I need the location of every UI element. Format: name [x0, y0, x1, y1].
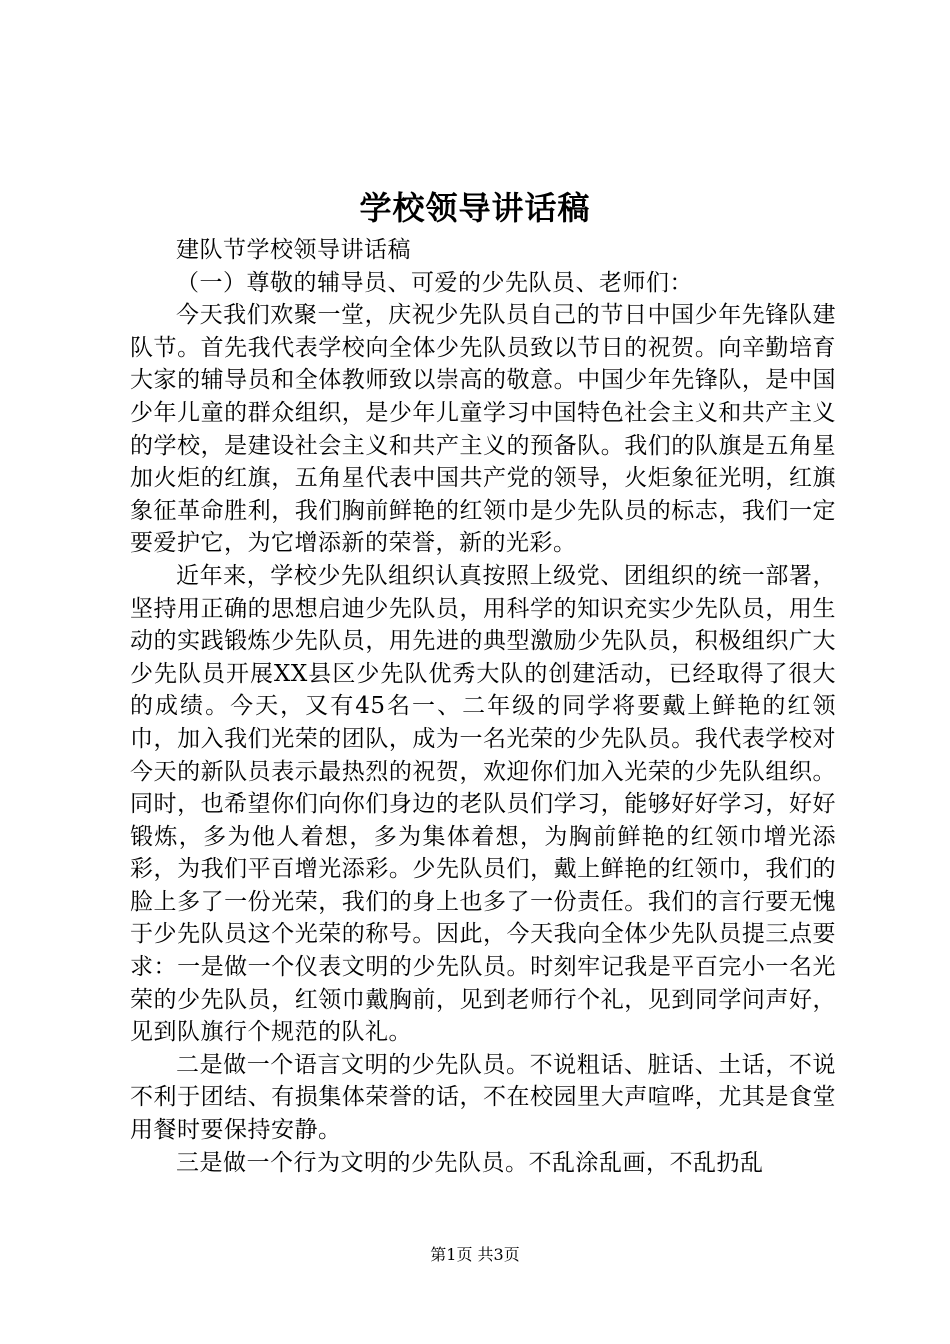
body-paragraph: 二是做一个语言文明的少先队员。不说粗话、脏话、土话，不说不利于团结、有损集体荣誉的话，不在校园里大声喧哗，尤其是食堂用餐时要保持安静。 — [130, 1051, 836, 1144]
body-paragraph: 今天我们欢聚一堂，庆祝少先队员自己的节日中国少年先锋队建队节。首先我代表学校向全体少先队员致以节日的祝贺。向辛勤培育大家的辅导员和全体教师致以崇高的敬意。中国少年先锋队，是中国少年儿童的群众组织，是少年儿童学习中国特色社会主义和共产主义的学校，是建设社会主义和共产主义的预备队。我们的队旗是五角星加火炬的红旗，五角星代表中国共产党的领导，火炬象征光明，红旗象征革命胜利，我们胸前鲜艳的红领巾是少先队员的标志，我们一定要爱护它，为它增添新的荣誉，新的光彩。 — [130, 302, 836, 557]
body-paragraph: 近年来，学校少先队组织认真按照上级党、团组织的统一部署，坚持用正确的思想启迪少先队员，用科学的知识充实少先队员，用生动的实践锻炼少先队员，用先进的典型激励少先队员，积极组织广大少先队员开展XX县区少先队优秀大队的创建活动，已经取得了很大的成绩。今天，又有45名一、二年级的同学将要戴上鲜艳的红领巾，加入我们光荣的团队，成为一名光荣的少先队员。我代表学校对今天的新队员表示最热烈的祝贺，欢迎你们加入光荣的少先队组织。同时，也希望你们向你们身边的老队员们学习，能够好好学习，好好锻炼，多为他人着想，多为集体着想，为胸前鲜艳的红领巾增光添彩，为我们平百增光添彩。少先队员们，戴上鲜艳的红领巾，我们的脸上多了一份光荣，我们的身上也多了一份责任。我们的言行要无愧于少先队员这个光荣的称号。因此，今天我向全体少先队员提三点要求：一是做一个仪表文明的少先队员。时刻牢记我是平百完小一名光荣的少先队员，红领巾戴胸前，见到老师行个礼，见到同学问声好，见到队旗行个规范的队礼。 — [130, 562, 836, 1046]
document-body — [130, 234, 836, 1179]
body-paragraph: 三是做一个行为文明的少先队员。不乱涂乱画，不乱扔乱 — [176, 1149, 764, 1176]
document-title: 学校领导讲话稿 — [359, 189, 591, 227]
subtitle-paragraph: 建队节学校领导讲话稿 — [176, 237, 411, 263]
salutation-paragraph: （一）尊敬的辅导员、可爱的少先队员、老师们： — [176, 269, 693, 296]
page-number-footer: 第1页 共3页 — [430, 1245, 520, 1264]
